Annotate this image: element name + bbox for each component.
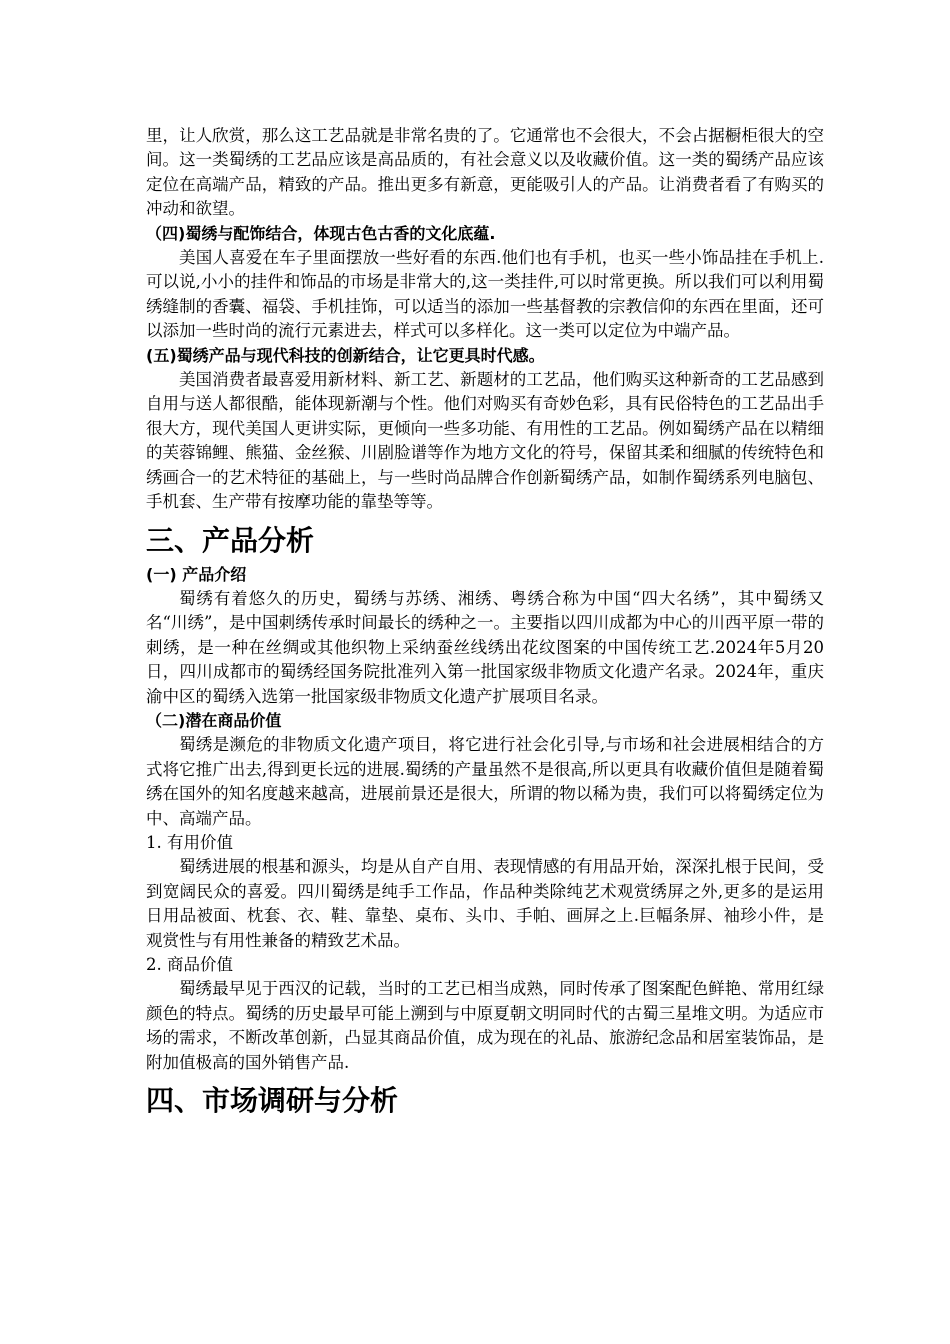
- paragraph-4: 美国人喜爱在车子里面摆放一些好看的东西.他们也有手机，也买一些小饰品挂在手机上.可以说,小小的挂件和饰品的市场是非常大的,这一类挂件,可以时常更换。所以我们可以利用蜀绣缝制的香囊、福袋、手机挂饰，可以适当的添加一些基督教的宗教信仰的东西在里面，还可以添加一些时尚的流行元素进去，样式可以多样化。这一类可以定位为中端产品。: [146, 248, 824, 341]
- subheading-3-1: (一) 产品介绍: [146, 564, 247, 584]
- subheading-3-2: （二)潜在商品价值: [146, 710, 282, 730]
- numbered-item-2: 2. 商品价值: [146, 955, 233, 974]
- paragraph-5: 美国消费者最喜爱用新材料、新工艺、新题材的工艺品，他们购买这种新奇的工艺品感到自用与送人都很酷，能体现新潮与个性。他们对购买有奇妙色彩，具有民俗特色的工艺品出手很大方，现代美国人更讲实际，更倾向一些多功能、有用性的工艺品。例如蜀绣产品在以精细的芙蓉锦鲤、熊猫、金丝猴、川剧脸谱等作为地方文化的符号，保留其柔和细腻的传统特色和绣画合一的艺术特征的基础上，与一些时尚品牌合作创新蜀绣产品，如制作蜀绣系列电脑包、手机套、生产带有按摩功能的靠垫等等。: [146, 370, 824, 512]
- paragraph-item-1: 蜀绣进展的根基和源头，均是从自产自用、表现情感的有用品开始，深深扎根于民间，受到宽阔民众的喜爱。四川蜀绣是纯手工作品，作品种类除纯艺术观赏绣屏之外,更多的是运用日用品被面、枕套、衣、鞋、靠垫、桌布、头巾、手帕、画屏之上.巨幅条屏、袖珍小件，是观赏性与有用性兼备的精致艺术品。: [146, 857, 824, 950]
- paragraph-item-2: 蜀绣最早见于西汉的记载，当时的工艺已相当成熟，同时传承了图案配色鲜艳、常用红绿颜色的特点。蜀绣的历史最早可能上溯到与中原夏朝文明同时代的古蜀三星堆文明。为适应市场的需求，不断改革创新，凸显其商品价值，成为现在的礼品、旅游纪念品和居室装饰品，是附加值极高的国外销售产品.: [146, 979, 824, 1072]
- section-heading-4: 四、市场调研与分析: [146, 1084, 399, 1118]
- section-heading-3: 三、产品分析: [146, 523, 315, 557]
- document-page: [146, 124, 824, 1123]
- numbered-item-1: 1. 有用价值: [146, 832, 233, 852]
- subheading-5: (五)蜀绣产品与现代科技的创新结合，让它更具时代感。: [146, 345, 545, 365]
- paragraph-3-1: 蜀绣有着悠久的历史，蜀绣与苏绣、湘绣、粤绣合称为中国“四大名绣”，其中蜀绣又名“川绣”，是中国刺绣传承时间最长的绣种之一。主要指以四川成都为中心的川西平原一带的刺绣，是一种在丝绸或其他织物上采纳蚕丝线绣出花纹图案的中国传统工艺.2024年5月20日，四川成都市的蜀绣经国务院批准列入第一批国家级非物质文化遗产名录。2024年，重庆渝中区的蜀绣入选第一批国家级非物质文化遗产扩展项目名录。: [146, 588, 824, 706]
- paragraph-3-2: 蜀绣是濒危的非物质文化遗产项目，将它进行社会化引导,与市场和社会进展相结合的方式将它推广出去,得到更长远的进展.蜀绣的产量虽然不是很高,所以更具有收藏价值但是随着蜀绣在国外的知名度越来越高，进展前景还是很大，所谓的物以稀为贵，我们可以将蜀绣定位为中、高端产品。: [146, 735, 824, 828]
- subheading-4: （四)蜀绣与配饰结合，体现古色古香的文化底蕴.: [146, 223, 496, 243]
- paragraph-continued: 里，让人欣赏，那么这工艺品就是非常名贵的了。它通常也不会很大，不会占据橱柜很大的空间。这一类蜀绣的工艺品应该是高品质的，有社会意义以及收藏价值。这一类的蜀绣产品应该定位在高端产品，精致的产品。推出更多有新意，更能吸引人的产品。让消费者看了有购买的冲动和欲望。: [146, 126, 824, 219]
